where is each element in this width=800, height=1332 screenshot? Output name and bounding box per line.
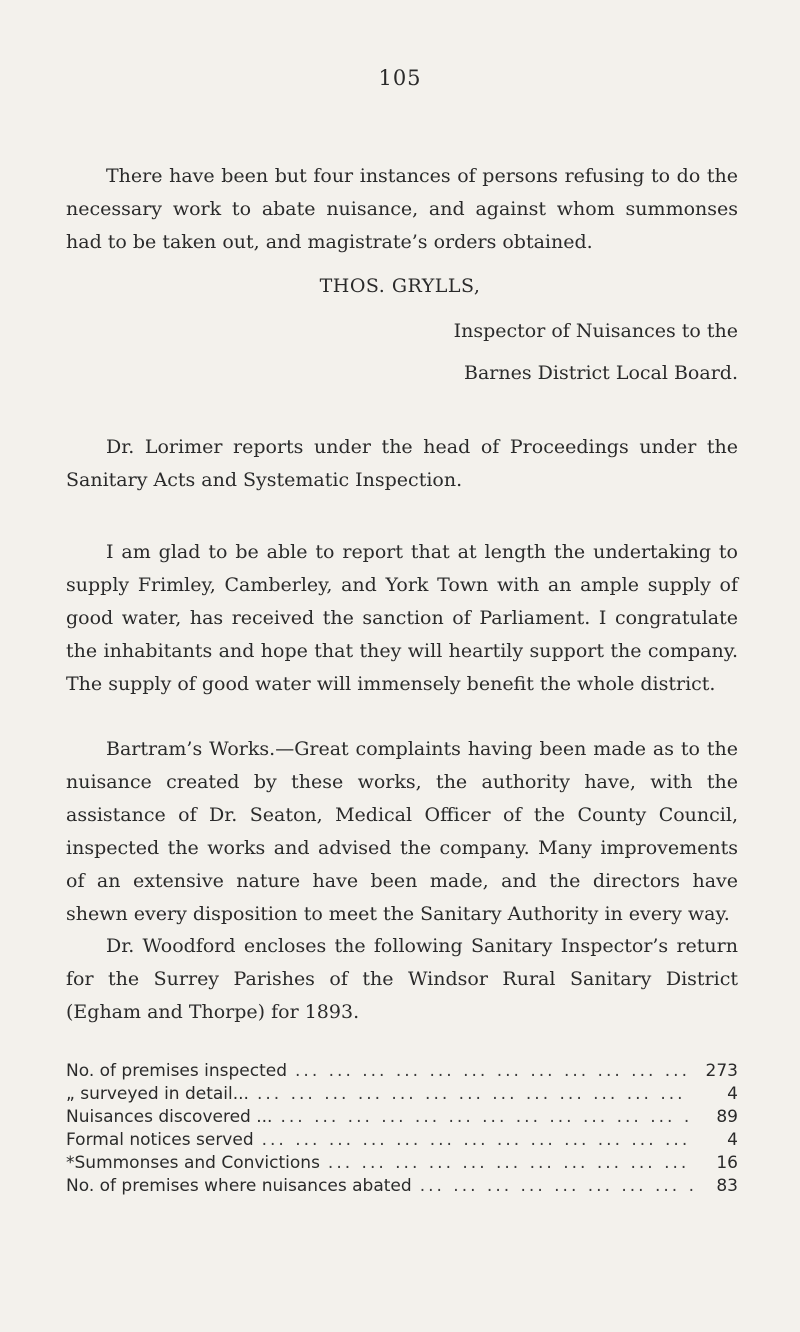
stat-value: 273 <box>705 1061 738 1081</box>
dot-leader <box>262 1129 694 1152</box>
page-number: 105 <box>378 66 422 90</box>
stat-value: 83 <box>716 1176 738 1196</box>
inspection-statistics <box>66 1060 738 1198</box>
paragraph-summonses: There have been but four instances of persons refusing to do the necessary work to abate nuisance, and against whom summonses had to be taken out, and magistrate’s orders obtained. <box>66 165 738 253</box>
stat-row <box>66 1106 738 1129</box>
stat-label: „ surveyed in detail... <box>66 1084 249 1104</box>
stat-row <box>66 1175 738 1198</box>
signature-title-line-2: Barnes District Local Board. <box>464 362 738 384</box>
stat-row <box>66 1060 738 1083</box>
stat-value: 4 <box>727 1130 738 1150</box>
paragraph-lorimer: Dr. Lorimer reports under the head of Proceedings under the Sanitary Acts and Systematic Inspection. <box>66 436 738 491</box>
stat-value: 89 <box>716 1107 738 1127</box>
dot-leader <box>280 1106 694 1129</box>
stat-label: No. of premises where nuisances abated <box>66 1176 412 1196</box>
dot-leader <box>328 1152 694 1175</box>
stat-value: 4 <box>727 1084 738 1104</box>
stat-row <box>66 1083 738 1106</box>
dot-leader <box>420 1175 694 1198</box>
stat-label: Nuisances discovered ... <box>66 1107 273 1127</box>
signature-title-line-1: Inspector of Nuisances to the <box>453 320 738 342</box>
dot-leader <box>257 1083 694 1106</box>
paragraph-bartrams-works: Bartram’s Works.—Great complaints having been made as to the nuisance created by these works, the authority have, with the assistance of Dr. Seaton, Medical Officer of the County Council, inspected the works and advised the company. Many improvements of an extensive nature have been made, and the directors have shewn every disposition to meet the Sanitary Authority in every way. <box>66 738 738 925</box>
stat-value: 16 <box>716 1153 738 1173</box>
stat-label: *Summonses and Convictions <box>66 1153 320 1173</box>
stat-label: Formal notices served <box>66 1130 254 1150</box>
stat-row <box>66 1152 738 1175</box>
paragraph-woodford: Dr. Woodford encloses the following Sanitary Inspector’s return for the Surrey Parishes of the Windsor Rural Sanitary District (Egham and Thorpe) for 1893. <box>66 935 738 1023</box>
paragraph-water-supply: I am glad to be able to report that at length the undertaking to supply Frimley, Camberley, and York Town with an ample supply of good water, has received the sanction of Parliament. I congratulate the inhabitants and hope that they will heartily support the company. The supply of good water will immensely benefit the whole district. <box>66 541 738 695</box>
stat-label: No. of premises inspected <box>66 1061 288 1081</box>
dot-leader <box>295 1060 694 1083</box>
stat-row <box>66 1129 738 1152</box>
signature-name: THOS. GRYLLS, <box>319 275 481 297</box>
